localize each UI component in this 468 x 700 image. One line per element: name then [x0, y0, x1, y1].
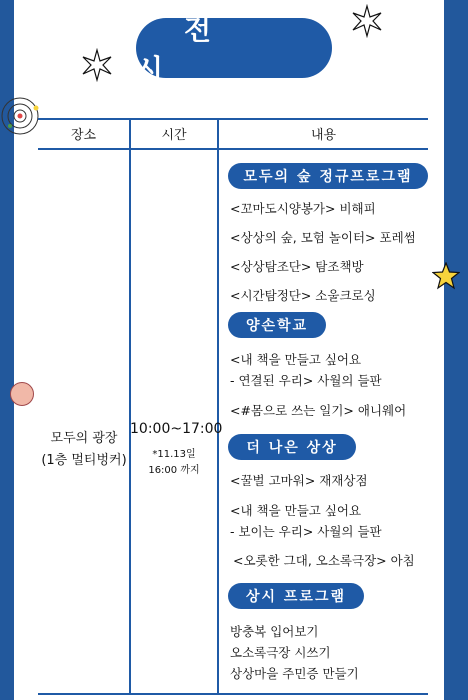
column-divider-2 [217, 118, 219, 695]
sparkle-star-icon-top-right [350, 4, 384, 38]
list-item: <시간탐정단> 소울크로싱 [230, 288, 376, 303]
time-range: 10:00~17:00 [130, 421, 223, 437]
section-label-two-hands-school: 양손학교 [228, 312, 326, 338]
header-place: 장소 [70, 127, 97, 143]
list-item: <꼬마도시양봉가> 비해피 [230, 201, 376, 216]
sparkle-star-icon [80, 48, 114, 82]
yellow-star-icon [432, 262, 460, 290]
list-item: <상상탐조단> 탐조책방 [230, 259, 364, 274]
section-label-regular-program: 모두의 숲 정규프로그램 [228, 163, 428, 189]
list-item: <상상의 숲, 모험 놀이터> 포레썸 [230, 230, 416, 245]
header-content: 내용 [310, 127, 337, 143]
table-top-border [38, 118, 428, 120]
list-item: 오소록극장 시쓰기 [230, 645, 331, 660]
list-item: <꿀벌 고마워> 재재상점 [230, 473, 368, 488]
list-item: 방충복 입어보기 [230, 624, 319, 639]
page-title: 전 시 [136, 18, 332, 78]
list-item: <오롯한 그대, 오소록극장> 아침 [233, 553, 415, 568]
list-item: <내 책을 만들고 싶어요 [230, 503, 362, 518]
header-time: 시간 [161, 127, 187, 143]
list-item: 상상마을 주민증 만들기 [230, 666, 359, 681]
list-item: - 연결된 우리> 사월의 들판 [230, 373, 382, 388]
table-header-border [38, 148, 428, 150]
place-cell [38, 428, 130, 472]
section-label-better-imagination: 더 나은 상상 [228, 434, 356, 460]
list-item: - 보이는 우리> 사월의 들판 [230, 524, 382, 539]
pink-dot-decoration [10, 382, 34, 406]
place-floor: (1층 멀티벙커) [41, 453, 127, 468]
time-note-date: *11.13일 [152, 449, 196, 460]
list-item: <#몸으로 쓰는 일기> 애니웨어 [230, 403, 407, 418]
section-label-regular-activities: 상시 프로그램 [228, 583, 364, 609]
column-divider-1 [129, 118, 131, 695]
list-item: <내 책을 만들고 싶어요 [230, 352, 362, 367]
place-name: 모두의 광장 [50, 431, 118, 446]
time-note-end: 16:00 까지 [148, 465, 200, 476]
table-bottom-border [38, 693, 428, 695]
time-note [130, 447, 218, 479]
